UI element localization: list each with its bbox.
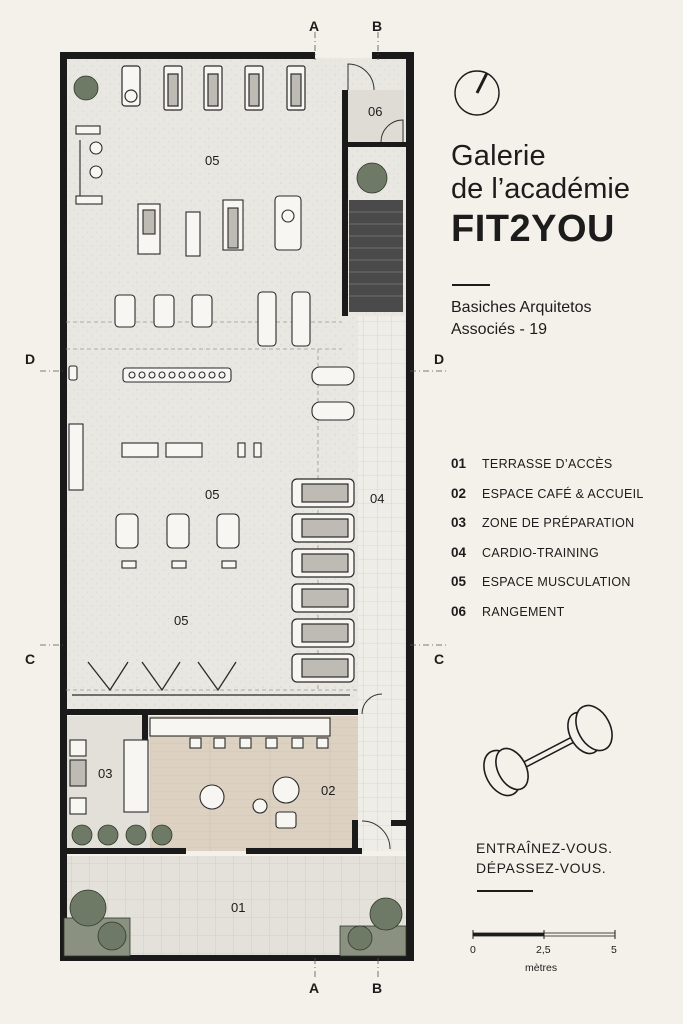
room-label-06: 06 [368,104,383,119]
legend-label: CARDIO-TRAINING [482,545,599,560]
room-label-05-top: 05 [205,153,220,168]
section-d-left: D [25,351,36,367]
staircase [349,200,403,312]
section-d-right: D [434,351,445,367]
title-line-2: de l’académie [451,172,630,205]
slogan-line-1: ENTRAÎNEZ-VOUS. [476,840,613,856]
legend-item [451,604,644,634]
north-arrow-icon [453,69,501,117]
scale-tick-mid: 2,5 [536,944,551,956]
cardio-floor [358,316,408,851]
section-c-right: C [434,651,445,667]
room-label-02: 02 [321,783,336,798]
legend-label: ESPACE MUSCULATION [482,575,631,590]
legend-item [451,515,644,545]
section-b-bottom: B [372,980,383,996]
room-label-01: 01 [231,900,246,915]
section-a-top: A [309,18,320,34]
legend-number: 05 [451,574,467,590]
legend-number: 03 [451,515,467,531]
legend-item [451,574,644,604]
legend-label: ESPACE CAFÉ & ACCUEIL [482,486,644,501]
legend-number: 04 [451,544,467,560]
room-label-03: 03 [98,766,113,781]
legend-label: TERRASSE D’ACCÈS [482,457,613,471]
legend-item [451,456,644,486]
architect-line-1: Basiches Arquitetos [451,299,592,316]
title-line-1: Galerie [451,140,546,172]
title-line-3: FIT2YOU [451,207,615,250]
architect-credit [451,297,651,340]
section-a-bottom: A [309,980,320,996]
gym-floor [66,58,408,710]
room-label-04: 04 [370,491,385,506]
dumbbell-icon [480,703,620,803]
title-rule [452,284,490,286]
scale-tick-0: 0 [470,944,476,956]
legend-label: ZONE DE PRÉPARATION [482,516,635,531]
page-title [451,140,630,250]
legend-item [451,486,644,516]
slogan [476,838,613,879]
room-legend [451,456,644,634]
slogan-rule [477,890,533,892]
legend-label: RANGEMENT [482,604,565,619]
slogan-line-2: DÉPASSEZ-VOUS. [476,860,607,877]
section-b-top: B [372,18,383,34]
legend-item [451,545,644,575]
scale-bar [473,930,615,939]
room-label-05-mid: 05 [205,487,220,502]
legend-number: 06 [451,603,467,619]
scale-tick-max: 5 [611,944,617,956]
room-label-05-low: 05 [174,613,189,628]
scale-unit: mètres [525,962,558,974]
section-c-left: C [25,651,36,667]
architect-line-2: Associés - 19 [451,320,548,338]
legend-number: 02 [451,485,467,501]
legend-number: 01 [451,456,467,471]
